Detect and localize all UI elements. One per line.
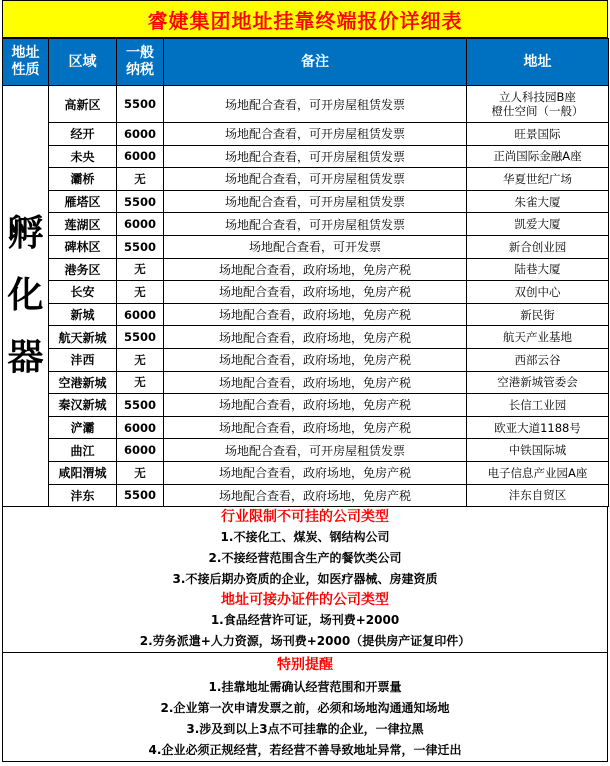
- table-row: [3, 258, 609, 281]
- address-cell: 沣东自贸区: [467, 484, 609, 507]
- restrictions-block: [3, 507, 607, 590]
- note-cell: 场地配合查看，政府场地，免房产税: [164, 461, 467, 484]
- area-cell: 新城: [49, 303, 117, 326]
- table-row: [3, 281, 609, 304]
- reminder-line: 4.企业必须正规经营，若经营不善导致地址异常，一律迁出: [148, 743, 462, 758]
- area-cell: 浐灞: [49, 416, 117, 439]
- address-cell: 欧亚大道1188号: [467, 416, 609, 439]
- address-cell: 朱雀大厦: [467, 190, 609, 213]
- area-cell: 灞桥: [49, 168, 117, 191]
- tax-cell: 6000: [117, 303, 164, 326]
- area-cell: 沣西: [49, 348, 117, 371]
- address-cell: 立人科技园B座 橙仕空间（一般）: [467, 86, 609, 123]
- header-tax-text: 一般 纳税: [126, 45, 154, 78]
- address-cell: 新合创业园: [467, 235, 609, 258]
- note-cell: 场地配合查看，政府场地，免房产税: [164, 258, 467, 281]
- address-cell: 双创中心: [467, 281, 609, 304]
- area-cell: 高新区: [49, 86, 117, 123]
- table-header-row: [3, 39, 609, 86]
- tax-cell: 无: [117, 348, 164, 371]
- price-table: [2, 38, 609, 507]
- note-cell: 场地配合查看，政府场地，免房产税: [164, 394, 467, 417]
- table-row: [3, 86, 609, 123]
- reminder-line: 2.企业第一次申请发票之前，必须和场地沟通通知场地: [160, 701, 450, 716]
- tax-cell: 6000: [117, 439, 164, 462]
- area-cell: 莲湖区: [49, 213, 117, 236]
- tax-cell: 5500: [117, 394, 164, 417]
- address-cell: 新民街: [467, 303, 609, 326]
- reminder-line: 3.涉及到以上3点不可挂靠的企业，一律拉黑: [186, 722, 424, 737]
- table-row: [3, 145, 609, 168]
- note-cell: 场地配合查看，可开房屋租赁发票: [164, 439, 467, 462]
- tax-cell: 6000: [117, 213, 164, 236]
- note-cell: 场地配合查看，政府场地，免房产税: [164, 484, 467, 507]
- restriction-line: 1.不接化工、煤炭、钢结构公司: [220, 530, 390, 545]
- licenses-block: [3, 590, 607, 652]
- area-cell: 经开: [49, 123, 117, 146]
- notes-section: [2, 507, 608, 762]
- tax-cell: 5500: [117, 484, 164, 507]
- tax-cell: 无: [117, 371, 164, 394]
- reminders-block: [3, 652, 607, 761]
- address-cell: 西部云谷: [467, 348, 609, 371]
- tax-cell: 无: [117, 461, 164, 484]
- area-cell: 咸阳渭城: [49, 461, 117, 484]
- tax-cell: 5500: [117, 86, 164, 123]
- tax-cell: 6000: [117, 123, 164, 146]
- restriction-line: 2.不接经营范围含生产的餐饮类公司: [208, 551, 402, 566]
- area-cell: 曲江: [49, 439, 117, 462]
- area-cell: 未央: [49, 145, 117, 168]
- area-cell: 沣东: [49, 484, 117, 507]
- address-cell: 航天产业基地: [467, 326, 609, 349]
- table-row: [3, 439, 609, 462]
- header-address-type-text: 地址 性质: [11, 45, 40, 78]
- note-cell: 场地配合查看，可开房屋租赁发票: [164, 168, 467, 191]
- address-cell: 陆巷大厦: [467, 258, 609, 281]
- restriction-line: 3.不接后期办资质的企业，如医疗器械、房建资质: [172, 572, 438, 587]
- address-cell: 华夏世纪广场: [467, 168, 609, 191]
- price-sheet: [2, 0, 608, 762]
- table-row: [3, 303, 609, 326]
- address-cell: 电子信息产业园A座: [467, 461, 609, 484]
- note-cell: 场地配合查看，政府场地，免房产税: [164, 371, 467, 394]
- area-cell: 空港新城: [49, 371, 117, 394]
- table-row: [3, 123, 609, 146]
- note-cell: 场地配合查看，政府场地，免房产税: [164, 326, 467, 349]
- area-cell: 秦汉新城: [49, 394, 117, 417]
- note-cell: 场地配合查看，可开发票: [164, 235, 467, 258]
- note-cell: 场地配合查看，可开房屋租赁发票: [164, 213, 467, 236]
- header-area: 区域: [49, 39, 117, 86]
- note-cell: 场地配合查看，政府场地，免房产税: [164, 303, 467, 326]
- note-cell: 场地配合查看，可开房屋租赁发票: [164, 145, 467, 168]
- tax-cell: 5500: [117, 326, 164, 349]
- table-row: [3, 371, 609, 394]
- incubator-label: 孵 化 器: [3, 86, 49, 507]
- area-cell: 航天新城: [49, 326, 117, 349]
- table-row: [3, 394, 609, 417]
- note-cell: 场地配合查看，可开房屋租赁发票: [164, 123, 467, 146]
- area-cell: 长安: [49, 281, 117, 304]
- address-cell: 正尚国际金融A座: [467, 145, 609, 168]
- tax-cell: 5500: [117, 190, 164, 213]
- area-cell: 雁塔区: [49, 190, 117, 213]
- note-cell: 场地配合查看，政府场地，免房产税: [164, 416, 467, 439]
- area-cell: 港务区: [49, 258, 117, 281]
- table-row: [3, 190, 609, 213]
- note-cell: 场地配合查看，政府场地，免房产税: [164, 281, 467, 304]
- reminders-title: 特别提醒: [277, 657, 333, 674]
- table-row: [3, 168, 609, 191]
- tax-cell: 无: [117, 258, 164, 281]
- address-cell: 空港新城管委会: [467, 371, 609, 394]
- tax-cell: 5500: [117, 235, 164, 258]
- header-address: 地址: [467, 39, 609, 86]
- table-row: [3, 213, 609, 236]
- table-row: [3, 461, 609, 484]
- restrictions-title: 行业限制不可挂的公司类型: [221, 509, 389, 526]
- tax-cell: 无: [117, 168, 164, 191]
- area-cell: 碑林区: [49, 235, 117, 258]
- table-row: [3, 235, 609, 258]
- tax-cell: 无: [117, 281, 164, 304]
- note-cell: 场地配合查看，政府场地，免房产税: [164, 348, 467, 371]
- licenses-title: 地址可接办证件的公司类型: [221, 592, 389, 609]
- table-row: [3, 348, 609, 371]
- table-row: [3, 326, 609, 349]
- table-row: [3, 416, 609, 439]
- license-line: 1.食品经营许可证，场刊费+2000: [210, 613, 400, 628]
- tax-cell: 6000: [117, 145, 164, 168]
- note-cell: 场地配合查看，可开房屋租赁发票: [164, 86, 467, 123]
- header-tax: [117, 39, 164, 86]
- header-note: 备注: [164, 39, 467, 86]
- header-address-type: [3, 39, 49, 86]
- address-cell: 凯爱大厦: [467, 213, 609, 236]
- reminder-line: 1.挂靠地址需确认经营范围和开票量: [208, 680, 402, 695]
- table-row: [3, 484, 609, 507]
- note-cell: 场地配合查看，可开房屋租赁发票: [164, 190, 467, 213]
- tax-cell: 6000: [117, 416, 164, 439]
- license-line: 2.劳务派遣+人力资源，场刊费+2000（提供房产证复印件）: [139, 634, 471, 649]
- sheet-title: 睿婕集团地址挂靠终端报价详细表: [2, 0, 608, 38]
- address-cell: 长信工业园: [467, 394, 609, 417]
- address-cell: 中铁国际城: [467, 439, 609, 462]
- address-cell: 旺景国际: [467, 123, 609, 146]
